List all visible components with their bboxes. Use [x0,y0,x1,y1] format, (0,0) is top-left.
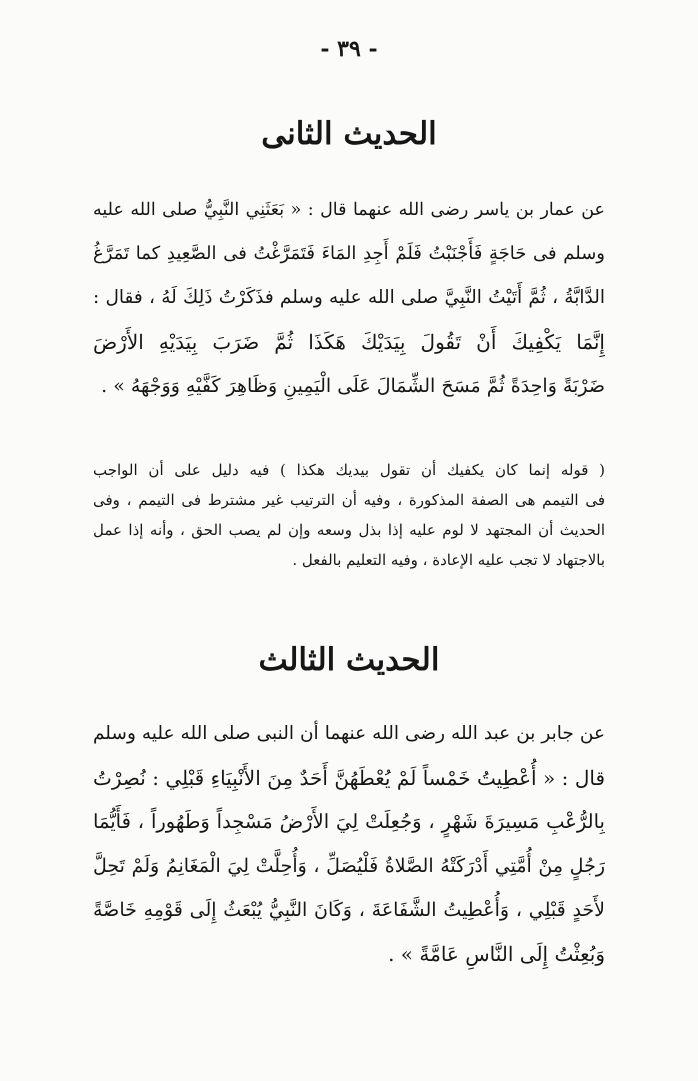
text-line: بِالرُّعْبِ مَسِيرَةَ شَهْرٍ ، وَجُعِلَتْ لِيَ الأَرْضُ مَسْجِداً وَطَهُوراً ، فَأَيُّمَا [93,810,605,833]
text-line: عن جابر بن عبد الله رضى الله عنهما أن النبى صلى الله عليه وسلم [93,723,605,744]
text-line: وسلم فى حَاجَةٍ فَأَجْنَبْتُ فَلَمْ أَجِدِ المَاءَ فَتَمَرَّغْتُ فى الصَّعِيدِ كما تَمَرَّغُ [93,243,605,264]
commentary-line: بالاجتهاد لا تجب عليه الإعادة ، وفيه التعليم بالفعل . [292,551,605,569]
commentary-text [93,455,605,575]
commentary-line: ( قوله إنما كان يكفيك أن تقول بيديك هكذا ) فيه دليل على أن الواجب [93,461,605,479]
text-line: إِنَّمَا يَكْفِيكَ أَنْ تَقُولَ بِيَدَيْكَ هَكَذَا ثُمَّ ضَرَبَ بِيَدَيْهِ الأَرْضَ [93,330,605,354]
hadith-2-text [93,188,605,408]
page-number: - ٣٩ - [320,36,378,62]
text-line: ضَرْبَةً وَاحِدَةً ثُمَّ مَسَحَ الشِّمَالَ عَلَى الْيَمِينِ وَظَاهِرَ كَفَّيْهِ وَوَجْهَهُ » . [101,375,605,397]
text-line: وَبُعِثْتُ إِلَى النَّاسِ عَامَّةً » . [388,942,605,966]
section-heading-hadith-2: الحديث الثانى [261,116,437,152]
text-line: الدَّابَّةُ ، ثُمَّ أَتَيْتُ النَّبِيَّ صلى الله عليه وسلم فذَكَرْتُ ذَلِكَ لَهُ ، فقال : [93,287,605,308]
commentary-line: فى التيمم هى الصفة المذكورة ، وفيه أن الترتيب غير مشترط فى التيمم ، وفى [93,491,605,509]
text-line: لأَحَدٍ قَبْلِي ، وَأُعْطِيتُ الشَّفَاعَةَ ، وَكَانَ النَّبِيُّ يُبْعَثُ إِلَى قَوْمِهِ خَاصَّةً [93,899,605,921]
text-line: رَجُلٍ مِنْ أُمَّتِي أَدْرَكَتْهُ الصَّلاةُ فَلْيُصَلِّ ، وَأُحِلَّتْ لِيَ الْمَغَانِمُ وَلَمْ تَحِلَّ [93,855,605,877]
commentary-line: الحديث أن المجتهد لا لوم عليه إذا بذل وسعه وإن لم يصب الحق ، وأنه إذا عمل [93,521,605,539]
text-line: قال : « أُعْطِيتُ خَمْساً لَمْ يُعْطَهُنَّ أَحَدٌ مِنَ الأَنْبِيَاءِ قَبْلِي : نُصِرْتُ [93,766,605,790]
hadith-3-text [93,712,605,976]
section-heading-hadith-3: الحديث الثالث [258,642,440,678]
text-line: عن عمار بن ياسر رضى الله عنهما قال : « بَعَثَنِي النَّبِيُّ صلى الله عليه [93,200,605,220]
